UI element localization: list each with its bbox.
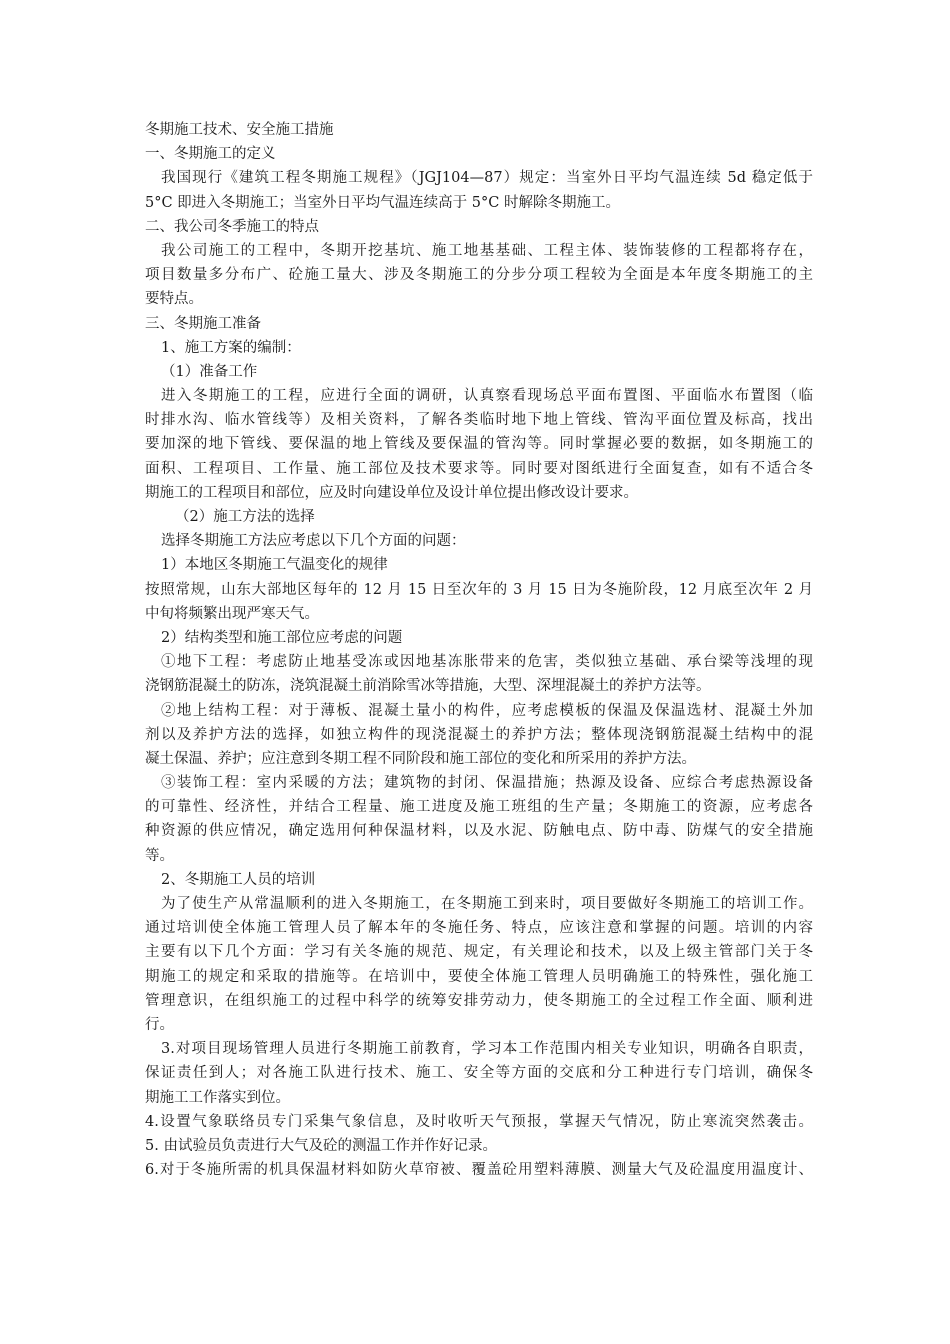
paragraph-line: 保证责任到人；对各施工队进行技术、施工、安全等方面的交底和分工种进行专门培训，确保冬 — [145, 1065, 813, 1082]
paragraph-line: 管理意识，在组织施工的过程中科学的统筹安排劳动力，使冬期施工的全过程工作全面、顺利进 — [145, 992, 813, 1009]
paragraph-line: 面积、工程项目、工作量、施工部位及技术要求等。同时要对图纸进行全面复查，如有不适合冬 — [145, 460, 813, 477]
document-page — [145, 118, 813, 1182]
paragraph-line: ①地下工程：考虑防止地基受冻或因地基冻胀带来的危害，类似独立基础、承台梁等浅埋的现 — [161, 654, 813, 671]
section-heading-3: 三、冬期施工准备 — [145, 315, 261, 332]
paragraph-line: 中旬将频繁出现严寒天气。 — [145, 605, 319, 622]
paragraph-line: 4.设置气象联络员专门采集气象信息，及时收听天气预报，掌握天气情况，防止寒流突然袭击。 — [145, 1113, 813, 1130]
paragraph-line: 6.对于冬施所需的机具保温材料如防火草帘被、覆盖砼用塑料薄膜、测量大气及砼温度用温度计、 — [145, 1162, 813, 1179]
paragraph-line: 5. 由试验员负责进行大气及砼的测温工作并作好记录。 — [145, 1137, 497, 1154]
section-heading-2: 二、我公司冬季施工的特点 — [145, 218, 319, 235]
paragraph-line: 的可靠性、经济性，并结合工程量、施工进度及施工班组的生产量；冬期施工的资源，应考虑各 — [145, 799, 813, 816]
document-title: 冬期施工技术、安全施工措施 — [145, 122, 334, 138]
paragraph-line: 要加深的地下管线、要保温的地上管线及要保温的管沟等。同时掌握必要的数据，如冬期施工的 — [145, 436, 813, 453]
paragraph-line: 浇钢筋混凝土的防冻，浇筑混凝土前消除雪冰等措施，大型、深埋混凝土的养护方法等。 — [145, 678, 711, 695]
section-heading-1: 一、冬期施工的定义 — [145, 146, 276, 163]
paragraph-line: 等。 — [145, 847, 174, 864]
subsection-heading: 1、施工方案的编制： — [161, 339, 301, 356]
paragraph-line: 选择冬期施工方法应考虑以下几个方面的问题： — [161, 533, 466, 550]
paragraph-line: 要特点。 — [145, 291, 203, 308]
paragraph-line: 通过培训使全体施工管理人员了解本年的冬施任务、特点，应该注意和掌握的问题。培训的内容 — [145, 920, 813, 937]
paragraph-line: 为了使生产从常温顺利的进入冬期施工，在冬期施工到来时，项目要做好冬期施工的培训工作。 — [161, 896, 813, 912]
subsection-item: （1）准备工作 — [161, 363, 258, 380]
paragraph-line: 时排水沟、临水管线等）及相关资料，了解各类临时地下地上管线、管沟平面位置及标高，找出 — [145, 412, 813, 429]
paragraph-line: 期施工的工程项目和部位，应及时向建设单位及设计单位提出修改设计要求。 — [145, 484, 638, 501]
paragraph-line: 按照常规，山东大部地区每年的 12 月 15 日至次年的 3 月 15 日为冬施阶段，12 月底至次年 2 月 — [145, 581, 813, 598]
paragraph-line: 种资源的供应情况，确定选用何种保温材料，以及水泥、防触电点、防中毒、防煤气的安全措施 — [145, 823, 813, 840]
paragraph-line: 项目数量多分布广、砼施工量大、涉及冬期施工的分步分项工程较为全面是本年度冬期施工的主 — [145, 267, 813, 284]
paragraph-line: 主要有以下几个方面：学习有关冬施的规范、规定，有关理论和技术，以及上级主管部门关于冬 — [145, 944, 813, 961]
paragraph-line: 剂以及养护方法的选择，如独立构件的现浇混凝土的养护方法；整体现浇钢筋混凝土结构中的混 — [145, 726, 813, 743]
paragraph-line: 3.对项目现场管理人员进行冬期施工前教育，学习本工作范围内相关专业知识，明确各自职责， — [161, 1041, 813, 1058]
paragraph-line: 期施工工作落实到位。 — [145, 1089, 290, 1106]
subsection-heading: 2、冬期施工人员的培训 — [161, 871, 316, 888]
paragraph-line: 凝土保温、养护；应注意到冬期工程不同阶段和施工部位的变化和所采用的养护方法。 — [145, 750, 696, 767]
paragraph-line: ②地上结构工程：对于薄板、混凝土量小的构件，应考虑模板的保温及保温选材、混凝土外加 — [161, 702, 813, 719]
paragraph-line: 进入冬期施工的工程，应进行全面的调研，认真察看现场总平面布置图、平面临水布置图（临 — [161, 388, 813, 405]
list-item: 1）本地区冬期施工气温变化的规律 — [161, 557, 388, 574]
paragraph-line: 行。 — [145, 1016, 174, 1033]
subsection-item: （2）施工方法的选择 — [175, 509, 315, 525]
paragraph-line: 我国现行《建筑工程冬期施工规程》（JGJ104—87）规定：当室外日平均气温连续 5d 稳定低于 — [161, 170, 813, 187]
list-item: 2）结构类型和施工部位应考虑的问题 — [161, 629, 403, 646]
paragraph-line: 期施工的规定和采取的措施等。在培训中，要使全体施工管理人员明确施工的特殊性，强化施工 — [145, 968, 813, 985]
paragraph-line: ③装饰工程：室内采暖的方法；建筑物的封闭、保温措施；热源及设备、应综合考虑热源设备 — [161, 775, 813, 792]
paragraph-line: 我公司施工的工程中，冬期开挖基坑、施工地基基础、工程主体、装饰装修的工程都将存在， — [161, 242, 813, 259]
paragraph-line: 5°C 即进入冬期施工；当室外日平均气温连续高于 5°C 时解除冬期施工。 — [145, 194, 620, 211]
